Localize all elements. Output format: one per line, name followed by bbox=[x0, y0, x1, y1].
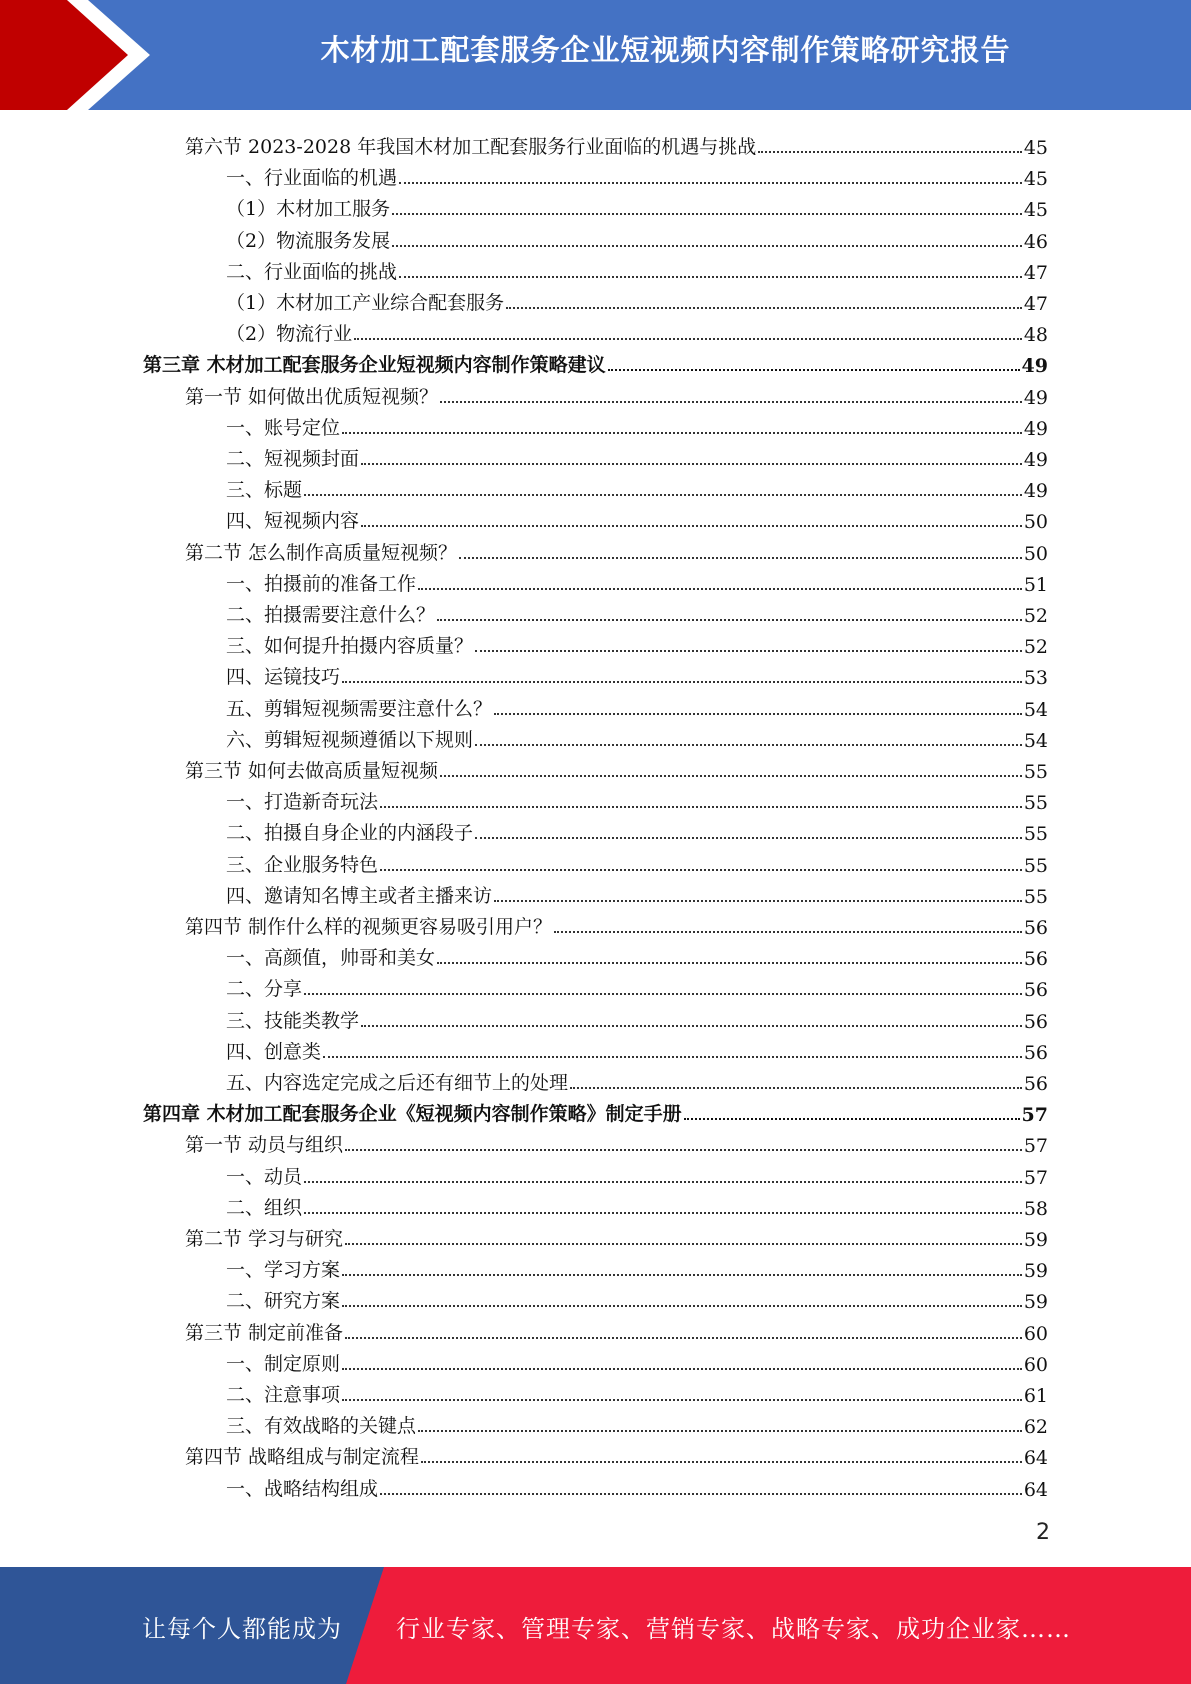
toc-entry-label: 第四章 木材加工配套服务企业《短视频内容制作策略》制定手册 bbox=[143, 1103, 682, 1126]
toc-subsection-entry[interactable] bbox=[226, 1002, 1048, 1033]
footer-slogan-right: 行业专家、管理专家、营销专家、战略专家、成功企业家…… bbox=[396, 1615, 1071, 1643]
toc-subsection-entry[interactable] bbox=[226, 627, 1048, 658]
toc-dot-leader bbox=[608, 368, 1020, 371]
toc-entry-page: 61 bbox=[1023, 1385, 1048, 1407]
toc-subsection-entry[interactable] bbox=[226, 315, 1048, 346]
toc-entry-label: 六、剪辑短视频遵循以下规则 bbox=[226, 728, 474, 751]
toc-dot-leader bbox=[440, 774, 1022, 777]
toc-entry-label: （1）木材加工服务 bbox=[226, 198, 391, 221]
toc-entry-label: 一、动员 bbox=[226, 1165, 303, 1188]
toc-entry-label: 一、打造新奇玩法 bbox=[226, 791, 379, 814]
toc-dot-leader bbox=[361, 462, 1022, 465]
toc-subsection-entry[interactable] bbox=[226, 1251, 1048, 1282]
toc-dot-leader bbox=[418, 587, 1022, 590]
toc-dot-leader bbox=[399, 275, 1022, 278]
toc-entry-label: 一、行业面临的机遇 bbox=[226, 167, 398, 190]
toc-entry-page: 56 bbox=[1023, 948, 1048, 971]
toc-entry-label: 一、拍摄前的准备工作 bbox=[226, 572, 417, 595]
toc-entry-page: 62 bbox=[1023, 1416, 1048, 1439]
toc-entry-page: 49 bbox=[1023, 417, 1048, 440]
toc-entry-page: 49 bbox=[1023, 386, 1048, 409]
toc-entry-label: 三、如何提升拍摄内容质量？ bbox=[226, 635, 474, 658]
toc-entry-label: 第一节 动员与组织 bbox=[185, 1134, 344, 1157]
toc-dot-leader bbox=[361, 524, 1022, 527]
toc-entry-page: 56 bbox=[1023, 1010, 1048, 1033]
toc-entry-page: 60 bbox=[1023, 1322, 1048, 1345]
toc-dot-leader bbox=[323, 1055, 1022, 1058]
toc-entry-label: 二、拍摄需要注意什么？ bbox=[226, 604, 436, 626]
toc-entry-page: 48 bbox=[1023, 324, 1048, 347]
toc-dot-leader bbox=[342, 1367, 1022, 1370]
toc-section-entry[interactable] bbox=[185, 1126, 1048, 1157]
toc-dot-leader bbox=[342, 1398, 1022, 1401]
toc-entry-label: 二、分享 bbox=[226, 978, 303, 1001]
toc-dot-leader bbox=[345, 1242, 1022, 1245]
toc-entry-label: 二、短视频封面 bbox=[226, 448, 360, 470]
toc-subsection-entry[interactable] bbox=[226, 190, 1048, 221]
toc-entry-page: 55 bbox=[1023, 854, 1048, 877]
toc-subsection-entry[interactable] bbox=[226, 440, 1048, 471]
toc-entry-label: 第四节 战略组成与制定流程 bbox=[185, 1446, 420, 1469]
toc-subsection-entry[interactable] bbox=[226, 1064, 1048, 1095]
toc-chapter-entry[interactable] bbox=[143, 1095, 1048, 1126]
toc-entry-label: 第一节 如何做出优质短视频？ bbox=[185, 385, 439, 408]
toc-chapter-entry[interactable] bbox=[143, 346, 1048, 377]
toc-entry-page: 47 bbox=[1023, 261, 1048, 284]
toc-dot-leader bbox=[494, 712, 1022, 715]
toc-dot-leader bbox=[684, 1117, 1020, 1120]
toc-dot-leader bbox=[380, 805, 1022, 808]
footer-slogan-left: 让每个人都能成为 bbox=[142, 1615, 342, 1643]
toc-subsection-entry[interactable] bbox=[226, 1158, 1048, 1189]
toc-dot-leader bbox=[342, 1273, 1022, 1276]
toc-dot-leader bbox=[304, 992, 1022, 995]
toc-entry-page: 45 bbox=[1023, 168, 1048, 191]
toc-entry-label: 二、注意事项 bbox=[226, 1384, 341, 1406]
toc-entry-label: 一、战略结构组成 bbox=[226, 1477, 379, 1500]
toc-entry-page: 45 bbox=[1023, 199, 1048, 222]
toc-dot-leader bbox=[345, 1336, 1022, 1339]
toc-dot-leader bbox=[380, 868, 1022, 871]
toc-dot-leader bbox=[758, 150, 1022, 153]
toc-subsection-entry[interactable] bbox=[226, 970, 1048, 1001]
toc-subsection-entry[interactable] bbox=[226, 658, 1048, 689]
toc-section-entry[interactable] bbox=[185, 1220, 1048, 1251]
page-footer bbox=[0, 1567, 1191, 1684]
toc-dot-leader bbox=[437, 618, 1022, 621]
toc-entry-page: 49 bbox=[1023, 449, 1048, 471]
toc-section-entry[interactable] bbox=[185, 908, 1048, 939]
toc-subsection-entry[interactable] bbox=[226, 1470, 1048, 1501]
toc-entry-label: 四、短视频内容 bbox=[226, 510, 360, 533]
toc-dot-leader bbox=[304, 1211, 1022, 1214]
toc-entry-page: 52 bbox=[1023, 636, 1048, 659]
toc-subsection-entry[interactable] bbox=[226, 253, 1048, 284]
toc-entry-label: 四、运镜技巧 bbox=[226, 666, 341, 689]
toc-dot-leader bbox=[421, 1460, 1022, 1463]
toc-entry-page: 55 bbox=[1023, 823, 1048, 846]
toc-dot-leader bbox=[506, 306, 1022, 309]
toc-dot-leader bbox=[392, 244, 1022, 247]
toc-subsection-entry[interactable] bbox=[226, 846, 1048, 877]
toc-entry-label: 二、研究方案 bbox=[226, 1290, 341, 1313]
toc-subsection-entry[interactable] bbox=[226, 596, 1048, 627]
toc-entry-page: 58 bbox=[1023, 1197, 1048, 1220]
toc-entry-page: 60 bbox=[1023, 1353, 1048, 1376]
toc-entry-page: 54 bbox=[1023, 729, 1048, 752]
toc-entry-page: 47 bbox=[1023, 293, 1048, 315]
toc-entry-page: 57 bbox=[1021, 1104, 1048, 1127]
toc-section-entry[interactable] bbox=[185, 752, 1048, 783]
toc-dot-leader bbox=[475, 649, 1022, 652]
toc-subsection-entry[interactable] bbox=[226, 565, 1048, 596]
toc-entry-label: 一、制定原则 bbox=[226, 1352, 341, 1375]
toc-entry-label: 第三节 如何去做高质量短视频 bbox=[185, 760, 439, 782]
toc-entry-label: （2）物流服务发展 bbox=[226, 229, 391, 252]
toc-entry-label: 三、有效战略的关键点 bbox=[226, 1415, 417, 1438]
page-number: 2 bbox=[1036, 1520, 1050, 1545]
toc-dot-leader bbox=[399, 181, 1022, 184]
toc-section-entry[interactable] bbox=[185, 534, 1048, 565]
toc-entry-page: 55 bbox=[1023, 792, 1048, 815]
toc-entry-page: 57 bbox=[1023, 1135, 1048, 1158]
toc-section-entry[interactable] bbox=[185, 1314, 1048, 1345]
toc-dot-leader bbox=[440, 400, 1022, 403]
toc-entry-label: 四、创意类 bbox=[226, 1040, 322, 1063]
toc-entry-page: 50 bbox=[1023, 542, 1048, 565]
toc-entry-label: （2）物流行业 bbox=[226, 323, 353, 346]
toc-dot-leader bbox=[304, 1180, 1022, 1183]
toc-entry-page: 45 bbox=[1023, 137, 1048, 159]
toc-entry-page: 49 bbox=[1021, 355, 1048, 378]
toc-entry-label: 第二节 怎么制作高质量短视频？ bbox=[185, 541, 458, 564]
toc-dot-leader bbox=[418, 1429, 1022, 1432]
toc-dot-leader bbox=[304, 493, 1022, 496]
toc-dot-leader bbox=[494, 899, 1022, 902]
toc-entry-label: 一、学习方案 bbox=[226, 1259, 341, 1282]
toc-entry-page: 64 bbox=[1023, 1447, 1048, 1470]
toc-subsection-entry[interactable] bbox=[226, 1189, 1048, 1220]
toc-section-entry[interactable] bbox=[185, 128, 1048, 159]
toc-entry-page: 49 bbox=[1023, 480, 1048, 503]
toc-entry-page: 51 bbox=[1023, 573, 1048, 596]
toc-dot-leader bbox=[459, 556, 1022, 559]
toc-entry-page: 55 bbox=[1023, 885, 1048, 908]
toc-subsection-entry[interactable] bbox=[226, 1282, 1048, 1313]
toc-entry-label: 第三节 制定前准备 bbox=[185, 1321, 344, 1344]
toc-entry-page: 54 bbox=[1023, 698, 1048, 721]
toc-subsection-entry[interactable] bbox=[226, 471, 1048, 502]
toc-subsection-entry[interactable] bbox=[226, 222, 1048, 253]
toc-entry-page: 59 bbox=[1023, 1229, 1048, 1251]
toc-dot-leader bbox=[437, 961, 1022, 964]
toc-subsection-entry[interactable] bbox=[226, 721, 1048, 752]
toc-dot-leader bbox=[354, 337, 1022, 340]
report-title: 木材加工配套服务企业短视频内容制作策略研究报告 bbox=[320, 33, 1011, 67]
toc-dot-leader bbox=[345, 1148, 1022, 1151]
toc-entry-page: 57 bbox=[1023, 1166, 1048, 1189]
toc-entry-page: 52 bbox=[1023, 605, 1048, 627]
toc-dot-leader bbox=[342, 1304, 1022, 1307]
toc-entry-label: 五、内容选定完成之后还有细节上的处理 bbox=[226, 1072, 569, 1094]
toc-subsection-entry[interactable] bbox=[226, 409, 1048, 440]
toc-entry-page: 56 bbox=[1023, 917, 1048, 939]
toc-dot-leader bbox=[392, 212, 1022, 215]
toc-dot-leader bbox=[570, 1086, 1022, 1089]
toc-subsection-entry[interactable] bbox=[226, 939, 1048, 970]
toc-subsection-entry[interactable] bbox=[226, 783, 1048, 814]
toc-entry-page: 50 bbox=[1023, 511, 1048, 534]
toc-section-entry[interactable] bbox=[185, 1438, 1048, 1469]
toc-entry-label: 第四节 制作什么样的视频更容易吸引用户？ bbox=[185, 916, 553, 938]
toc-dot-leader bbox=[475, 743, 1022, 746]
toc-dot-leader bbox=[380, 1492, 1022, 1495]
page-header bbox=[0, 0, 1191, 110]
toc-entry-page: 56 bbox=[1023, 1041, 1048, 1064]
toc-entry-page: 46 bbox=[1023, 230, 1048, 253]
toc-subsection-entry[interactable] bbox=[226, 1376, 1048, 1407]
toc-entry-page: 64 bbox=[1023, 1478, 1048, 1501]
toc-subsection-entry[interactable] bbox=[226, 1033, 1048, 1064]
toc-subsection-entry[interactable] bbox=[226, 814, 1048, 845]
toc-entry-page: 56 bbox=[1023, 979, 1048, 1002]
toc-dot-leader bbox=[342, 680, 1022, 683]
toc-entry-page: 55 bbox=[1023, 761, 1048, 783]
toc-subsection-entry[interactable] bbox=[226, 1407, 1048, 1438]
toc-entry-label: 第三章 木材加工配套服务企业短视频内容制作策略建议 bbox=[143, 354, 606, 377]
toc-entry-label: 一、账号定位 bbox=[226, 416, 341, 439]
toc-entry-label: 二、拍摄自身企业的内涵段子 bbox=[226, 822, 474, 845]
toc-entry-label: 五、剪辑短视频需要注意什么？ bbox=[226, 697, 493, 720]
toc-entry-label: （1）木材加工产业综合配套服务 bbox=[226, 292, 505, 314]
toc-dot-leader bbox=[475, 836, 1022, 839]
toc-dot-leader bbox=[342, 431, 1022, 434]
toc-subsection-entry[interactable] bbox=[226, 690, 1048, 721]
toc-subsection-entry[interactable] bbox=[226, 877, 1048, 908]
toc-dot-leader bbox=[361, 1024, 1022, 1027]
toc-dot-leader bbox=[554, 930, 1022, 933]
toc-section-entry[interactable] bbox=[185, 378, 1048, 409]
toc-subsection-entry[interactable] bbox=[226, 502, 1048, 533]
toc-entry-page: 59 bbox=[1023, 1260, 1048, 1283]
toc-entry-label: 三、标题 bbox=[226, 479, 303, 502]
toc-subsection-entry[interactable] bbox=[226, 284, 1048, 315]
toc-entry-label: 第六节 2023-2028 年我国木材加工配套服务行业面临的机遇与挑战 bbox=[185, 136, 757, 158]
toc-entry-label: 三、企业服务特色 bbox=[226, 853, 379, 876]
toc-entry-label: 四、邀请知名博主或者主播来访 bbox=[226, 884, 493, 907]
toc-entry-label: 一、高颜值，帅哥和美女 bbox=[226, 947, 436, 970]
toc-entry-page: 59 bbox=[1023, 1291, 1048, 1314]
toc-entry-page: 56 bbox=[1023, 1073, 1048, 1095]
toc-entry-label: 二、组织 bbox=[226, 1196, 303, 1219]
toc-entry-page: 53 bbox=[1023, 667, 1048, 690]
toc-entry-label: 二、行业面临的挑战 bbox=[226, 260, 398, 283]
toc-entry-label: 第二节 学习与研究 bbox=[185, 1228, 344, 1250]
toc-subsection-entry[interactable] bbox=[226, 159, 1048, 190]
toc-entry-label: 三、技能类教学 bbox=[226, 1009, 360, 1032]
toc-subsection-entry[interactable] bbox=[226, 1345, 1048, 1376]
